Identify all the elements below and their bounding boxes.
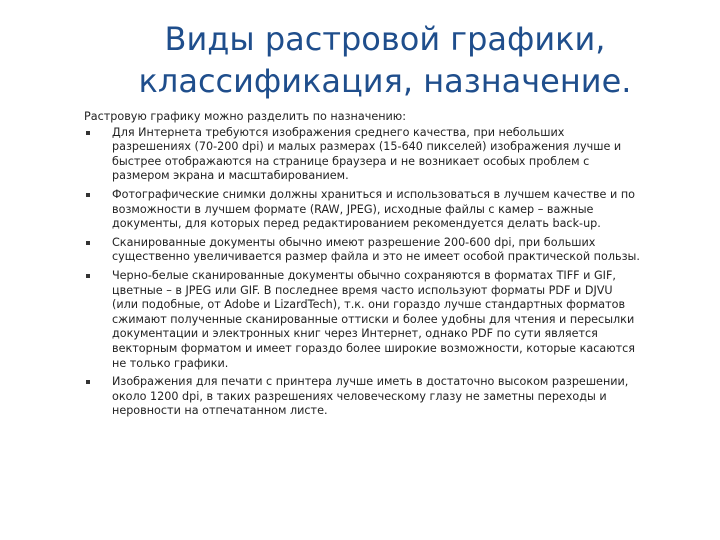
slide-title-line-1: Виды растровой графики, bbox=[164, 20, 606, 58]
bullet-text-line: не только графики. bbox=[112, 356, 229, 370]
bullet-text-line: сжимают полученные сканированные оттиски и более удобны для чтения и пересылки bbox=[112, 312, 635, 326]
bullet-text-line: векторным форматом и имеет гораздо более широкие возможности, которые касаются bbox=[112, 341, 636, 355]
bullet-item bbox=[84, 188, 680, 232]
slide-body bbox=[84, 110, 680, 423]
bullet-item bbox=[84, 269, 680, 371]
bullet-text-line: цветные – в JPEG или GIF. В последнее время часто используют форматы PDF и DJVU bbox=[112, 283, 613, 297]
bullet-text-line: Фотографические снимки должны храниться и использоваться в лучшем качестве и по bbox=[112, 187, 635, 201]
bullet-list bbox=[84, 126, 680, 419]
slide-title-line-2: классификация, назначение. bbox=[138, 62, 632, 100]
slide-title bbox=[100, 18, 670, 102]
bullet-text-line: документы, для которых перед редактированием рекомендуется делать back-up. bbox=[112, 217, 601, 231]
bullet-item bbox=[84, 375, 680, 419]
intro-text: Растровую графику можно разделить по назначению: bbox=[84, 110, 406, 123]
bullet-item bbox=[84, 236, 680, 265]
square-bullet-icon bbox=[86, 274, 90, 278]
bullet-text-line: неровности на отпечатанном листе. bbox=[112, 404, 328, 418]
bullet-text-line: возможности в лучшем формате (RAW, JPEG), исходные файлы с камер – важные bbox=[112, 202, 594, 216]
bullet-text-line: существенно увеличивается размер файла и это не имеет особой практической пользы. bbox=[112, 250, 640, 264]
bullet-text-line: Сканированные документы обычно имеют разрешение 200-600 dpi, при больших bbox=[112, 235, 596, 249]
bullet-text-line: быстрее отображаются на странице браузера и не возникает особых проблем с bbox=[112, 154, 590, 168]
bullet-text-line: Черно-белые сканированные документы обычно сохраняются в форматах TIFF и GIF, bbox=[112, 268, 616, 282]
square-bullet-icon bbox=[86, 131, 90, 135]
square-bullet-icon bbox=[86, 380, 90, 384]
bullet-text-line: Для Интернета требуются изображения среднего качества, при небольших bbox=[112, 125, 565, 139]
bullet-item bbox=[84, 126, 680, 184]
bullet-text-line: около 1200 dpi, в таких разрешениях человеческому глазу не заметны переходы и bbox=[112, 389, 607, 403]
square-bullet-icon bbox=[86, 193, 90, 197]
bullet-text-line: документации и электронных книг через Интернет, однако PDF по сути является bbox=[112, 327, 598, 341]
bullet-text-line: Изображения для печати с принтера лучше иметь в достаточно высоком разрешении, bbox=[112, 375, 629, 389]
bullet-text-line: размером экрана и масштабированием. bbox=[112, 169, 349, 183]
bullet-text-line: разрешениях (70-200 dpi) и малых размерах (15-640 пикселей) изображения лучше и bbox=[112, 140, 622, 154]
bullet-text-line: (или подобные, от Adobe и LizardTech), т.к. они гораздо лучше стандартных форматов bbox=[112, 298, 626, 312]
square-bullet-icon bbox=[86, 241, 90, 245]
